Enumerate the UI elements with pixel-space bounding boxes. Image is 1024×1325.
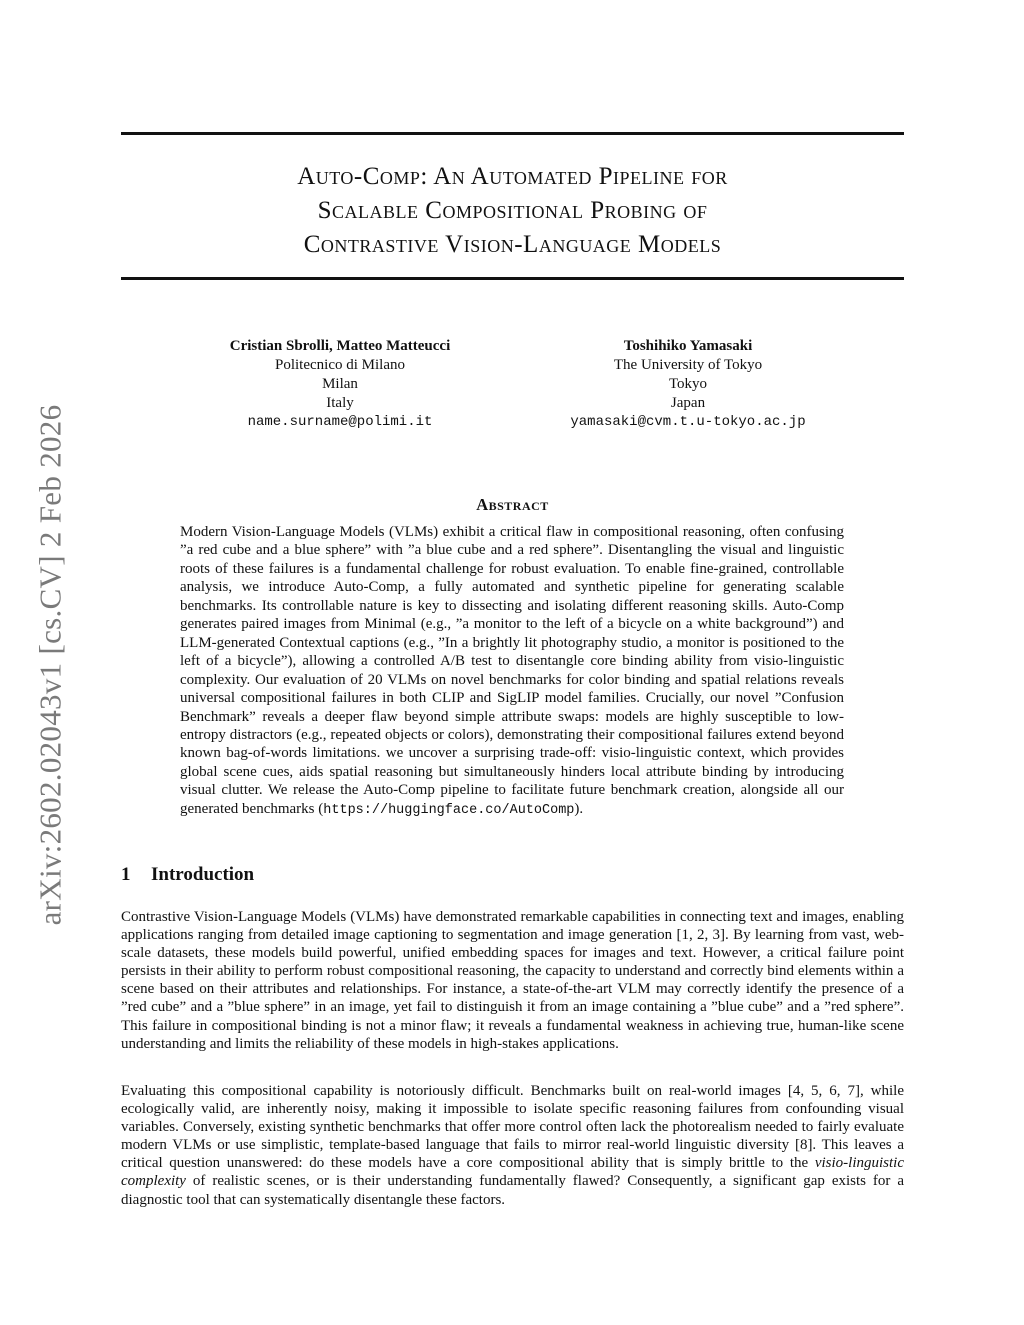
section-title: Introduction [151,864,255,885]
abstract-body [180,523,844,820]
author-country: Japan [670,395,706,411]
author-email[interactable]: name.surname@polimi.it [247,414,433,430]
author-block-2 [523,337,853,432]
arxiv-identifier: arXiv:2602.02043v1 [cs.CV] 2 Feb 2026 [32,404,67,926]
title-top-rule [121,132,904,135]
author-block-1 [175,337,505,432]
paragraph-text: Evaluating this compositional capability is notoriously difficult. Benchmarks built on real-world images [4, 5, 6, 7], while ecologically valid, are inherently noisy, making it impossible to isolate specific reasoning failures from confounding visual variables. Conversely, existing synthetic benchmarks that offer more control often lack the photorealism needed to fairly evaluate modern VLMs or use simplistic, template-based language that fails to mirror real-world linguistic diversity [8]. This leaves a critical question unanswered: do these models have a core compositional ability that is simply brittle to the [121,1083,904,1172]
section-number: 1 [121,864,131,885]
author-names: Toshihiko Yamasaki [623,338,753,354]
arxiv-sidebar-stamp [28,380,72,950]
abstract-heading: Abstract [476,495,549,514]
paper-title [121,160,904,262]
benchmark-link[interactable]: https://huggingface.co/AutoComp [323,802,575,818]
author-affiliation: Politecnico di Milano [275,357,405,373]
title-line-2: Scalable Compositional Probing of [317,197,708,224]
author-email[interactable]: yamasaki@cvm.t.u-tokyo.ac.jp [570,414,806,430]
title-line-1: Auto-Comp: An Automated Pipeline for [297,163,728,190]
author-affiliation: The University of Tokyo [613,357,763,373]
author-country: Italy [326,395,354,411]
title-bottom-rule [121,277,904,280]
abstract-text: Modern Vision-Language Models (VLMs) exhibit a critical flaw in compositional reasoning, often confusing ”a red cube and a blue sphere” with ”a blue cube and a red sphere”. Disentangling the visual and linguistic roots of these failures is a fundamental challenge for robust evaluation. To enable fine-grained, controllable analysis, we introduce Auto-Comp, a fully automated and synthetic pipeline for generating scalable benchmarks. Its controllable nature is key to dissecting and isolating different reasoning skills. Auto-Comp generates paired images from Minimal (e.g., ”a monitor to the left of a bicycle on a white background”) and LLM-generated Contextual captions (e.g., ”In a brightly lit photography studio, a monitor is positioned to the left of a bicycle”), allowing a controlled A/B test to disentangle core binding ability from visio-linguistic complexity. Our evaluation of 20 VLMs on novel benchmarks for color binding and spatial relations reveals universal compositional failures in both CLIP and SigLIP model families. Crucially, our novel ”Confusion Benchmark” reveals a deeper flaw beyond simple attribute swaps: models are highly susceptible to low-entropy distractors (e.g., repeated objects or colors), demonstrating their compositional failures extend beyond known bag-of-words limitations. we uncover a surprising trade-off: visio-linguistic context, which provides global scene cues, aids spatial reasoning but simultaneously hinders local attribute binding by introducing visual clutter. We release the Auto-Comp pipeline to facilitate future benchmark creation, alongside all our generated benchmarks ( [180,524,844,817]
emphasized-term: visio-linguistic complexity [121,1155,904,1190]
author-city: Milan [322,376,358,392]
intro-paragraph-2 [121,1082,904,1209]
intro-paragraph-1: Contrastive Vision-Language Models (VLMs) have demonstrated remarkable capabilities in connecting text and images, enabling applications ranging from detailed image captioning to segmentation and image generation [1, 2, 3]. By learning from vast, web-scale datasets, these models build powerful, unified embedding spaces for images and text. However, a critical failure point persists in their ability to perform robust compositional reasoning, the capacity to understand and correctly bind elements within a scene based on their attributes and relationships. For instance, a state-of-the-art VLM may correctly identify the presence of a ”red cube” and a ”blue sphere” in an image, yet fail to distinguish it from an image containing a ”blue cube” and a ”red sphere”. This failure in compositional binding is not a minor flaw; it reveals a fundamental weakness in achieving true, human-like scene understanding and limits the reliability of these models in high-stakes applications. [121,909,904,1052]
paragraph-text: of realistic scenes, or is their understanding fundamentally flawed? Consequently, a significant gap exists for a diagnostic tool that can systematically disentangle these factors. [121,1173,904,1208]
author-names: Cristian Sbrolli, Matteo Matteucci [229,338,451,354]
abstract-closing: ). [574,800,584,817]
author-city: Tokyo [668,376,708,392]
title-line-3: Contrastive Vision-Language Models [303,231,722,258]
section-heading [121,864,254,886]
